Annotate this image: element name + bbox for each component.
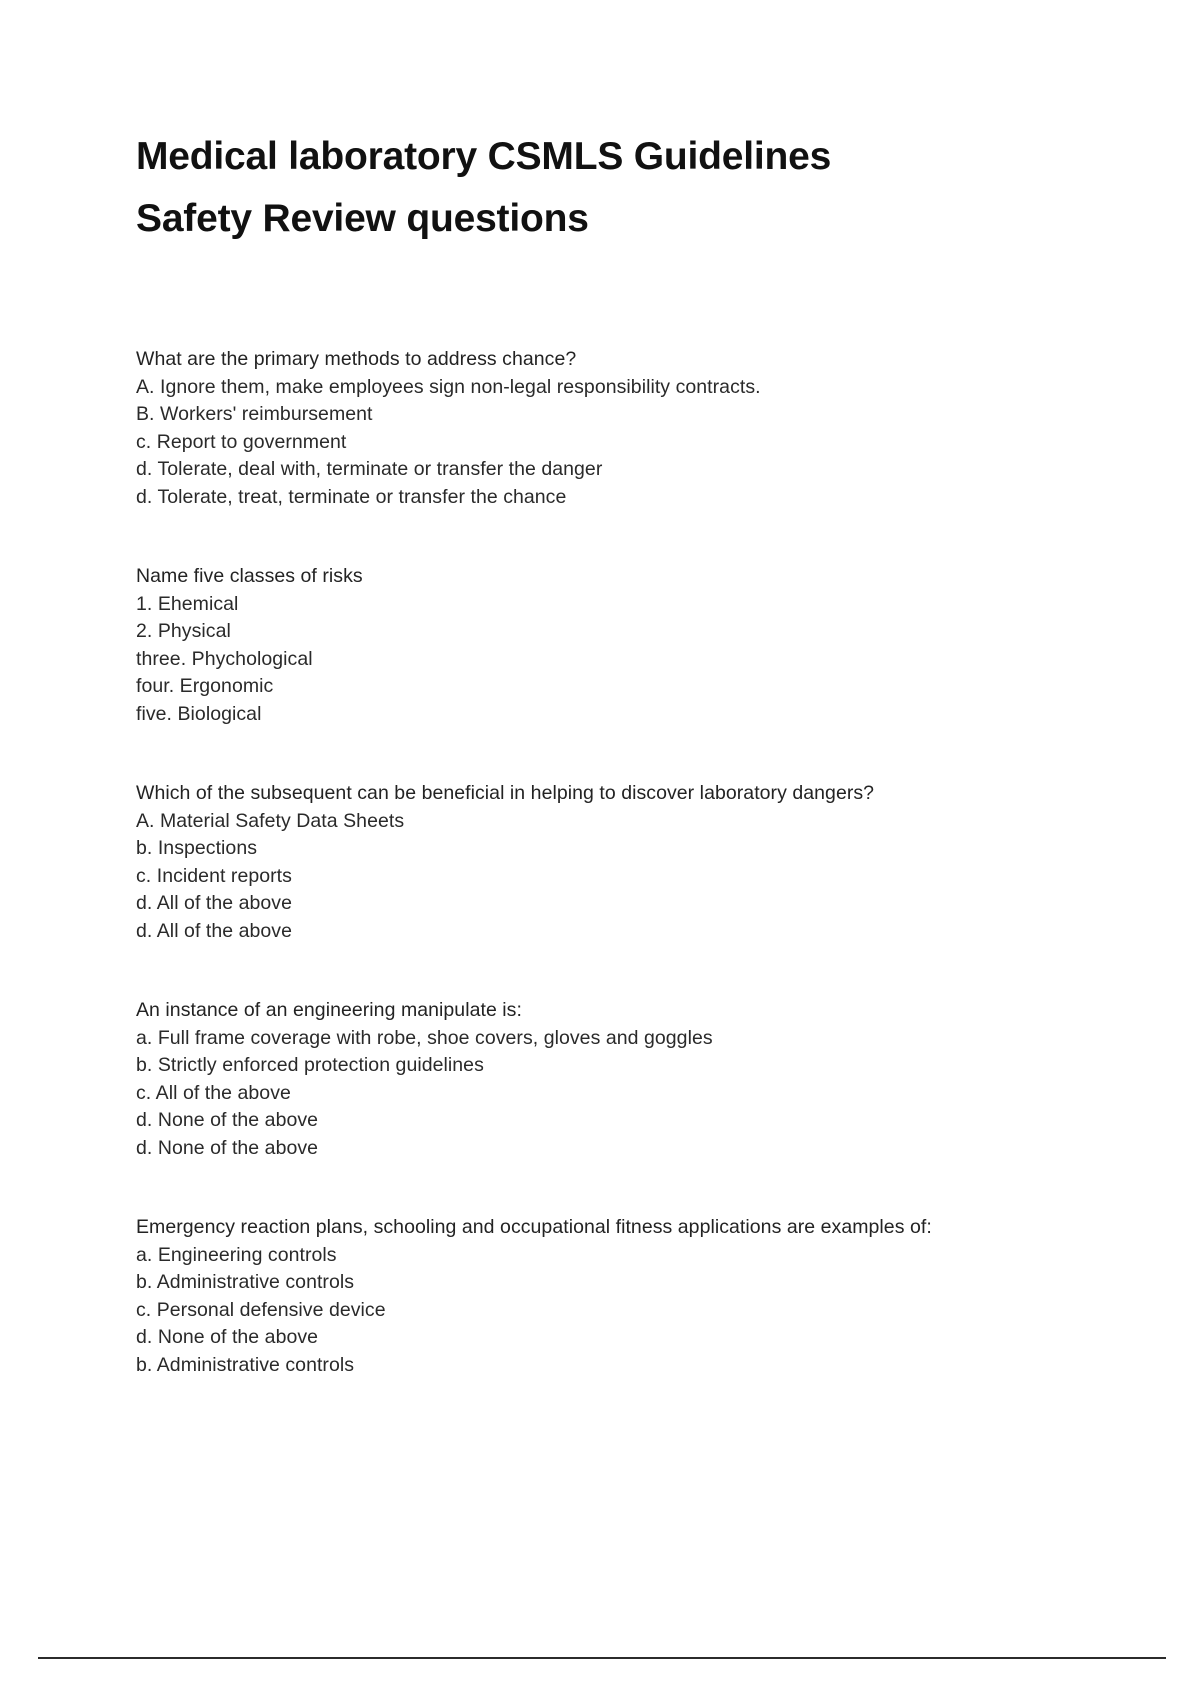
answer-option: b. Administrative controls: [136, 1353, 355, 1376]
answer-option: B. Workers' reimbursement: [136, 403, 373, 425]
answer-option: a. Engineering controls: [136, 1243, 337, 1266]
answer-option: c. Report to government: [136, 430, 347, 453]
answer-option: three. Phychological: [136, 647, 313, 670]
answer-option: d. None of the above: [136, 1109, 319, 1131]
answer-option: b. Inspections: [136, 837, 258, 859]
answer-option: d. Tolerate, deal with, terminate or transfer the danger: [136, 458, 603, 480]
question-prompt: Name five classes of risks: [136, 565, 363, 587]
question-block-1: [136, 346, 1036, 511]
answer-option: c. Incident reports: [136, 864, 292, 887]
answer-option: d. All of the above: [136, 919, 292, 942]
question-block-4: [136, 997, 1036, 1162]
answer-option: 1. Ehemical: [136, 592, 239, 615]
answer-option: A. Material Safety Data Sheets: [136, 809, 405, 832]
page-title-line-2: Safety Review questions: [136, 197, 589, 240]
question-block-2: [136, 563, 1036, 728]
answer-option: d. Tolerate, treat, terminate or transfer the chance: [136, 485, 567, 508]
question-prompt: An instance of an engineering manipulate is:: [136, 999, 522, 1021]
answer-option: 2. Physical: [136, 620, 231, 642]
question-prompt: What are the primary methods to address chance?: [136, 348, 577, 370]
document-content: [136, 126, 1036, 1431]
question-prompt: Which of the subsequent can be beneficial in helping to discover laboratory dangers?: [136, 782, 875, 804]
answer-option: b. Strictly enforced protection guidelines: [136, 1054, 484, 1076]
question-block-5: [136, 1214, 1036, 1379]
answer-option: a. Full frame coverage with robe, shoe covers, gloves and goggles: [136, 1026, 713, 1049]
question-prompt: Emergency reaction plans, schooling and occupational fitness applications are examples of:: [136, 1216, 932, 1238]
answer-option: d. All of the above: [136, 892, 292, 914]
page-title-line-1: Medical laboratory CSMLS Guidelines: [136, 135, 832, 178]
page-footer-divider: [38, 1657, 1166, 1659]
answer-option: A. Ignore them, make employees sign non-legal responsibility contracts.: [136, 375, 761, 398]
answer-option: b. Administrative controls: [136, 1271, 355, 1293]
answer-option: d. None of the above: [136, 1326, 319, 1348]
page-title: [136, 126, 936, 250]
answer-option: five. Biological: [136, 702, 262, 725]
answer-option: four. Ergonomic: [136, 675, 274, 697]
answer-option: c. Personal defensive device: [136, 1298, 386, 1321]
question-block-3: [136, 780, 1036, 945]
answer-option: d. None of the above: [136, 1136, 319, 1159]
answer-option: c. All of the above: [136, 1081, 291, 1104]
question-list: [136, 346, 1036, 1379]
